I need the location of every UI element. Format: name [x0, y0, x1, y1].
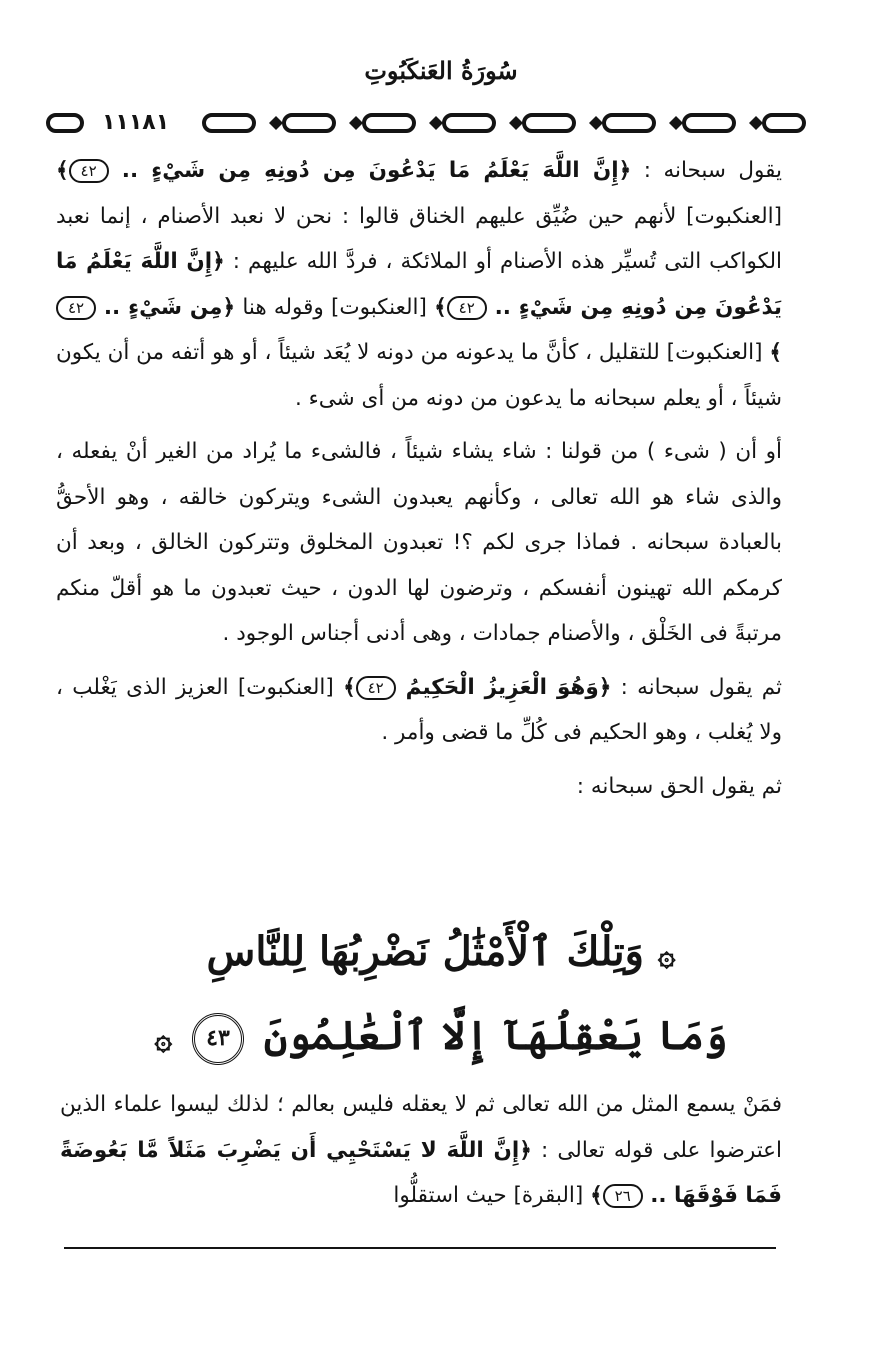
ayah-number-badge: ٤٢: [447, 296, 487, 320]
paragraph: [56, 665, 782, 756]
surah-title: سُورَةُ العَنكَبُوتِ: [364, 56, 518, 85]
quran-quote: ﴿وَهُوَ الْعَزِيزُ الْحَكِيمُ: [395, 674, 612, 700]
verse-ornament-icon: ۞: [154, 1022, 173, 1057]
paragraph-text: [العنكبوت] وقوله هنا: [235, 294, 435, 320]
continuation-text: [60, 1082, 782, 1219]
paragraph: [56, 429, 782, 657]
quran-quote: ﴿إِنَّ اللَّهَ لا يَسْتَحْيِي أَن يَضْرِبَ مَثَلاً مَّا بَعُوضَةً فَمَا فَوْقَهَا ..: [60, 1137, 782, 1208]
quran-quote: ﴾: [769, 340, 782, 365]
paragraph-text: [العنكبوت] للتقليل ، كأنَّ ما يدعونه من دونه لا يُعَد شيئاً ، أو هو أتفه من أن يكون شيئاً ، أو يعلم سبحانه ما يدعون من دونه من أى شىء .: [55, 340, 782, 411]
paragraph: [56, 148, 782, 421]
quran-quote: ﴾: [343, 674, 356, 700]
page-number: ١١١٨١: [96, 110, 175, 136]
quran-quote: ﴿إِنَّ اللَّهَ يَعْلَمُ مَا يَدْعُونَ مِن دُونِهِ مِن شَيْءٍ ..: [108, 158, 632, 183]
quran-verse-block: [60, 912, 822, 1080]
paragraph: [56, 764, 782, 810]
quran-quote: ﴿إِنَّ اللَّهَ يَعْلَمُ مَا يَدْعُونَ مِن دُونِهِ مِن شَيْءٍ ..: [56, 249, 782, 320]
quran-quote: ﴾: [434, 294, 447, 320]
ayah-number-badge: ٤٢: [356, 676, 396, 700]
verse-line-1-text: وَتِلْكَ ٱلْأَمْثَٰلُ نَضْرِبُهَا لِلنَّاسِ: [206, 928, 644, 975]
quran-quote: ﴾: [590, 1183, 603, 1208]
footer-divider: [64, 1247, 776, 1249]
ayah-number-badge: ٤٢: [69, 159, 109, 183]
body-text: [56, 148, 782, 809]
paragraph-text: ثم يقول الحق سبحانه :: [576, 773, 782, 799]
paragraph-text: [العنكبوت] لأنهم حين ضُيِّق عليهم الخناق قالوا : نحن لا نعبد الأصنام ، إنما نعبد الكواكب التى تُسيِّر هذه الأصنام أو الملائكة ، فردَّ الله عليهم :: [56, 203, 782, 274]
quran-quote: ﴾: [56, 158, 69, 183]
paragraph: [60, 1082, 782, 1219]
verse-number-medallion: ٤٣: [192, 1013, 244, 1065]
paragraph-text: يقول سبحانه :: [631, 158, 783, 183]
verse-line-2: [60, 996, 822, 1080]
paragraph-text: فمَنْ يسمع المثل من الله تعالى ثم لا يعقله فليس بعالم ؛ لذلك ليسوا علماء الذين اعترضوا على قوله تعالى :: [60, 1092, 782, 1163]
paragraph-text: أو أن ( شىء ) من قولنا : شاء يشاء شيئاً ، فالشىء ما يُراد من الغير أنْ يفعله ، والذى شاء هو الله تعالى ، وكأنهم يعبدون الشىء ويتركون خالقه ، وهو الأحقُّ بالعبادة سبحانه . فماذا جرى لكم ؟! تعبدون المخلوق وتتركون الخالق ، وبعد أن كرمكم الله تهينون أنفسكم ، وترضون لها الدون ، حيث تعبدون ما هو أقلّ منكم مرتبةً فى الخَلْق ، والأصنام جمادات ، وهى أدنى أجناس الوجود .: [56, 439, 782, 646]
paragraph-text: [العنكبوت] العزيز الذى يَغْلب ، ولا يُغلب ، وهو الحكيم فى كُلِّ ما قضى وأمر .: [56, 674, 782, 745]
ayah-number-badge: ٢٦: [603, 1184, 643, 1208]
verse-line-1: [60, 912, 822, 996]
verse-ornament-icon: ۞: [657, 938, 676, 973]
verse-line-2-text: وَمَا يَعْقِلُهَآ إِلَّا ٱلْعَٰلِمُونَ: [263, 1012, 728, 1059]
ayah-number-badge: ٤٢: [56, 296, 96, 320]
quran-quote: ﴿مِن شَيْءٍ ..: [96, 294, 236, 320]
paragraph-text: ثم يقول سبحانه :: [611, 674, 783, 700]
paragraph-text: [البقرة] حيث استقلُّوا: [393, 1183, 591, 1208]
